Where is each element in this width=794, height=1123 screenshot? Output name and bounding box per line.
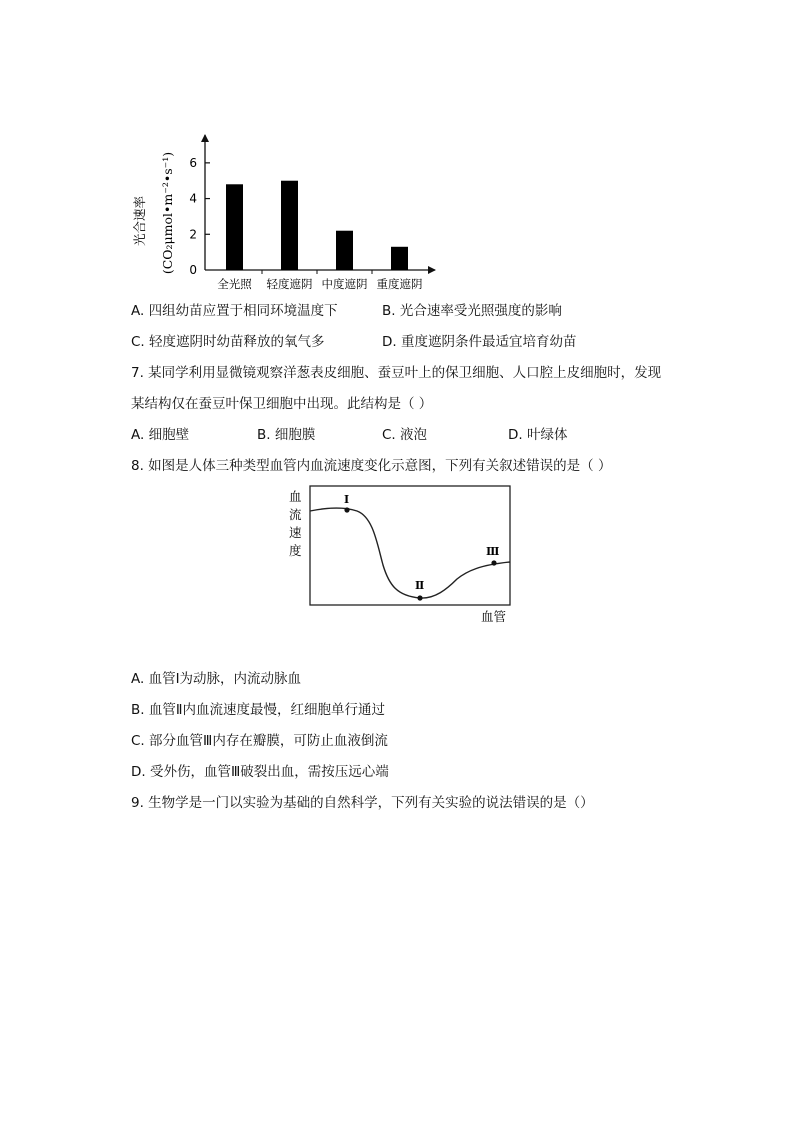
diagram-ylabel-3: 速 bbox=[289, 525, 302, 540]
point-ii-dot bbox=[417, 595, 422, 600]
bar bbox=[281, 181, 298, 270]
y-tick-label: 2 bbox=[189, 227, 197, 242]
point-iii-dot bbox=[491, 560, 496, 565]
q6-option-b: B. 光合速率受光照强度的影响 bbox=[382, 303, 562, 319]
q6-option-c: C. 轻度遮阴时幼苗释放的氧气多 bbox=[131, 334, 325, 350]
q7-option-a: A. 细胞壁 bbox=[131, 427, 190, 443]
bar-chart-bars bbox=[226, 181, 408, 270]
diagram-ylabel-2: 流 bbox=[289, 507, 302, 522]
y-axis-arrow bbox=[201, 134, 209, 142]
q7-stem-line1: 7. 某同学利用显微镜观察洋葱表皮细胞、蚕豆叶上的保卫细胞、人口腔上皮细胞时，发现 bbox=[131, 365, 662, 381]
q8-option-c: C. 部分血管Ⅲ内存在瓣膜，可防止血液倒流 bbox=[131, 733, 388, 749]
y-tick-label: 4 bbox=[189, 191, 197, 206]
bar bbox=[391, 247, 408, 270]
x-tick-label: 全光照 bbox=[217, 277, 252, 291]
flow-curve bbox=[310, 508, 510, 598]
photosynthesis-bar-chart bbox=[120, 125, 450, 295]
q7-option-d: D. 叶绿体 bbox=[508, 427, 568, 443]
y-axis-label-main: 光合速率 bbox=[132, 195, 147, 247]
diagram-frame bbox=[310, 486, 510, 605]
x-axis-arrow bbox=[428, 266, 436, 274]
q7-option-b: B. 细胞膜 bbox=[257, 427, 316, 443]
diagram-ylabel-4: 度 bbox=[289, 543, 302, 558]
bar bbox=[226, 184, 243, 270]
q7-stem-line2: 某结构仅在蚕豆叶保卫细胞中出现。此结构是（ ） bbox=[131, 396, 433, 412]
point-ii-label: Ⅱ bbox=[415, 579, 425, 592]
x-tick-label: 中度遮阴 bbox=[321, 277, 368, 291]
x-tick-label: 重度遮阴 bbox=[376, 277, 423, 291]
bar bbox=[336, 231, 353, 270]
q8-option-d: D. 受外伤，血管Ⅲ破裂出血，需按压远心端 bbox=[131, 764, 389, 780]
q9-stem: 9. 生物学是一门以实验为基础的自然科学，下列有关实验的说法错误的是（） bbox=[131, 795, 594, 811]
q7-option-c: C. 液泡 bbox=[382, 427, 428, 443]
x-tick-label: 轻度遮阴 bbox=[266, 277, 313, 291]
q8-option-b: B. 血管Ⅱ内血流速度最慢，红细胞单行通过 bbox=[131, 702, 385, 718]
point-iii-label: Ⅲ bbox=[486, 545, 500, 558]
point-i-label: Ⅰ bbox=[344, 493, 350, 506]
blood-flow-diagram bbox=[285, 485, 525, 630]
q6-option-d: D. 重度遮阴条件最适宜培育幼苗 bbox=[382, 334, 577, 350]
q6-option-a: A. 四组幼苗应置于相同环境温度下 bbox=[131, 303, 338, 319]
bar-chart-labels bbox=[189, 156, 422, 291]
diagram-ylabel-1: 血 bbox=[289, 489, 302, 504]
diagram-xlabel: 血管 bbox=[481, 609, 507, 624]
q8-option-a: A. 血管Ⅰ为动脉，内流动脉血 bbox=[131, 671, 302, 687]
point-i-dot bbox=[344, 507, 349, 512]
y-axis-label-unit: (CO₂μmol•m⁻²•s⁻¹) bbox=[160, 151, 175, 275]
y-tick-label: 6 bbox=[189, 155, 197, 170]
q8-stem: 8. 如图是人体三种类型血管内血流速度变化示意图，下列有关叙述错误的是（ ） bbox=[131, 458, 612, 474]
y-tick-label: 0 bbox=[189, 263, 197, 277]
